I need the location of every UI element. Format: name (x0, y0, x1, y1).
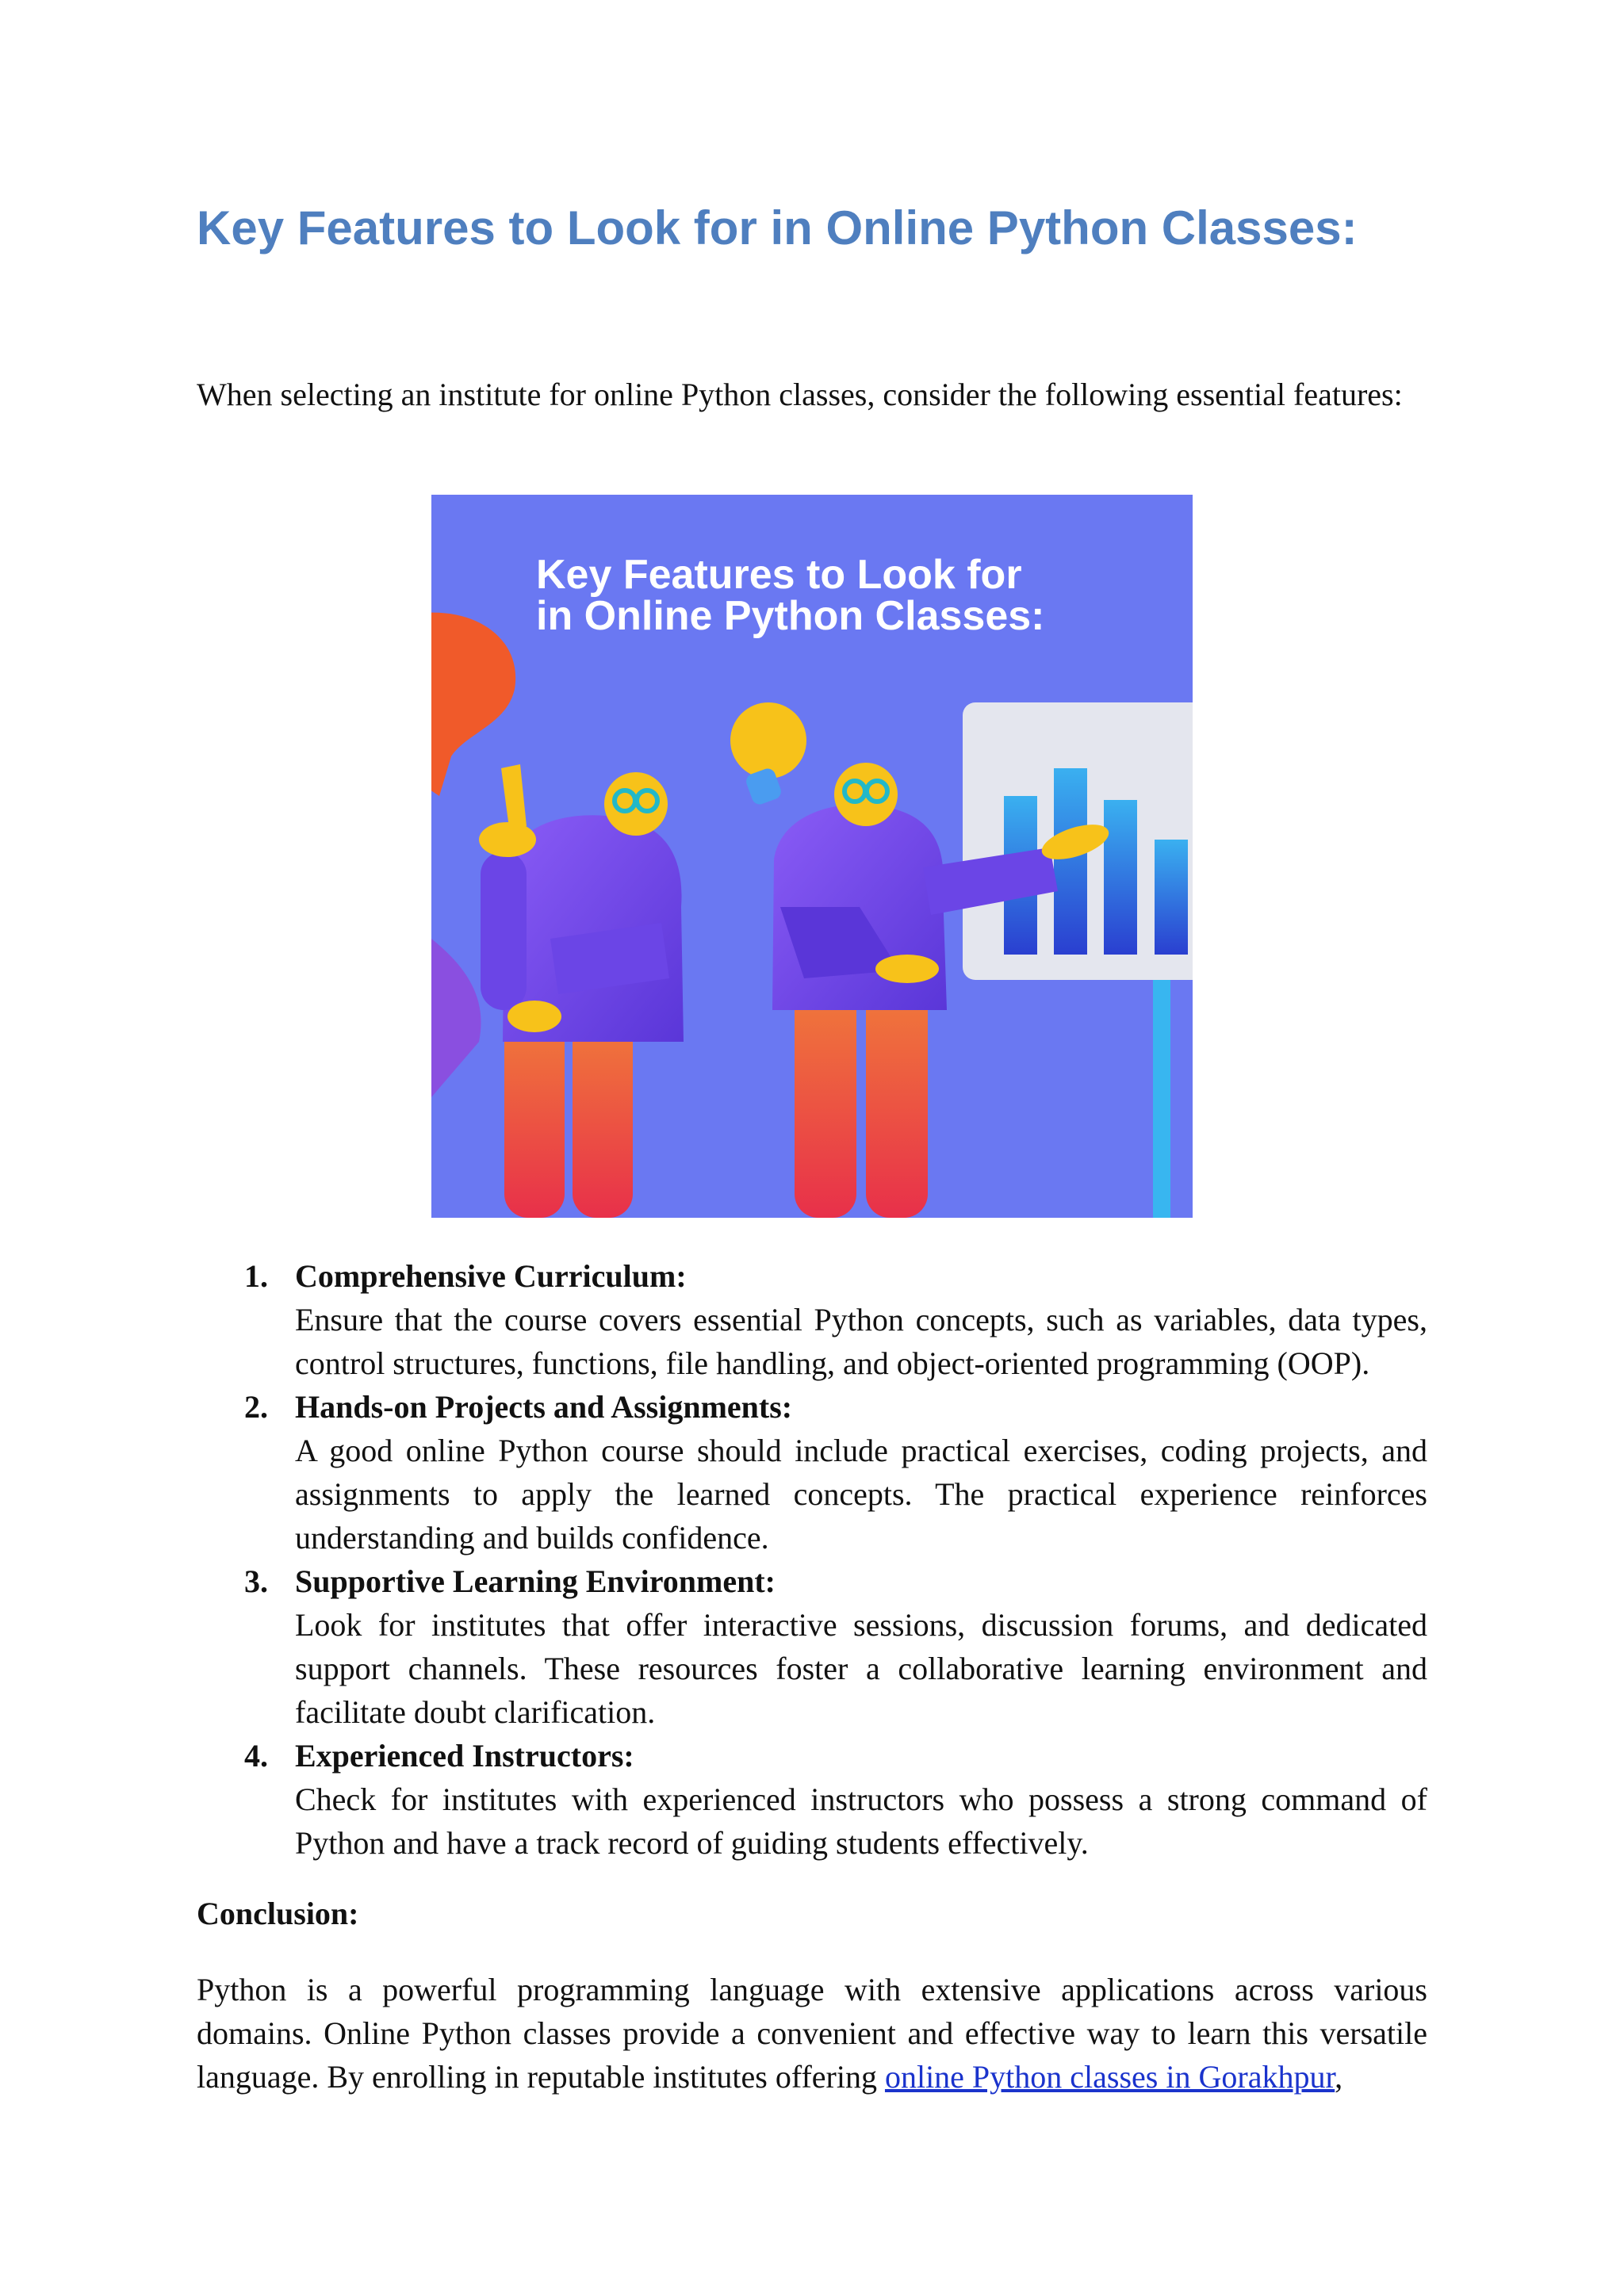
list-item-number: 2. (244, 1389, 268, 1425)
list-item (197, 1734, 1427, 1865)
intro-paragraph: When selecting an institute for online Python classes, consider the following essential features: (197, 377, 1403, 412)
list-item-title: Hands-on Projects and Assignments: (295, 1389, 793, 1425)
list-item (197, 1385, 1427, 1559)
list-item-description: Ensure that the course covers essential Python concepts, such as variables, data types, control structures, functions, file handling, and object-oriented programming (OOP). (295, 1302, 1427, 1381)
figure-title-line2: in Online Python Classes: (536, 593, 1045, 639)
gorakhpur-classes-link[interactable]: online Python classes in Gorakhpur (884, 2059, 1335, 2095)
list-item-number: 3. (244, 1563, 268, 1599)
list-item (197, 1254, 1427, 1385)
conclusion-paragraph (197, 1968, 1427, 2099)
conclusion-text: Python is a powerful programming language with extensive applications across various domains. Online Python classes provide a convenient and effective way to learn this versatile language. By enrolling in reputable institutes offering (197, 1972, 1427, 2095)
list-item-description: Check for institutes with experienced instructors who possess a strong command of Python and have a track record of guiding students effectively. (295, 1781, 1427, 1861)
page-heading: Key Features to Look for in Online Python Classes: (197, 201, 1358, 254)
list-item-description: A good online Python course should include practical exercises, coding projects, and assignments to apply the learned concepts. The practical experience reinforces understanding and builds confidence. (295, 1433, 1427, 1556)
list-item (197, 1559, 1427, 1734)
list-item-title: Comprehensive Curriculum: (295, 1258, 687, 1294)
conclusion-heading: Conclusion: (197, 1896, 359, 1931)
feature-illustration (431, 495, 1193, 1218)
feature-list (197, 1254, 1427, 1865)
conclusion-trailing-text: , (1335, 2059, 1343, 2095)
list-item-number: 4. (244, 1738, 268, 1774)
list-item-description: Look for institutes that offer interactive sessions, discussion forums, and dedicated support channels. These resources foster a collaborative learning environment and facilitate doubt clarification. (295, 1607, 1427, 1730)
list-item-title: Experienced Instructors: (295, 1738, 634, 1774)
list-item-number: 1. (244, 1258, 268, 1294)
list-item-title: Supportive Learning Environment: (295, 1563, 776, 1599)
figure-title-line1: Key Features to Look for (536, 552, 1022, 598)
